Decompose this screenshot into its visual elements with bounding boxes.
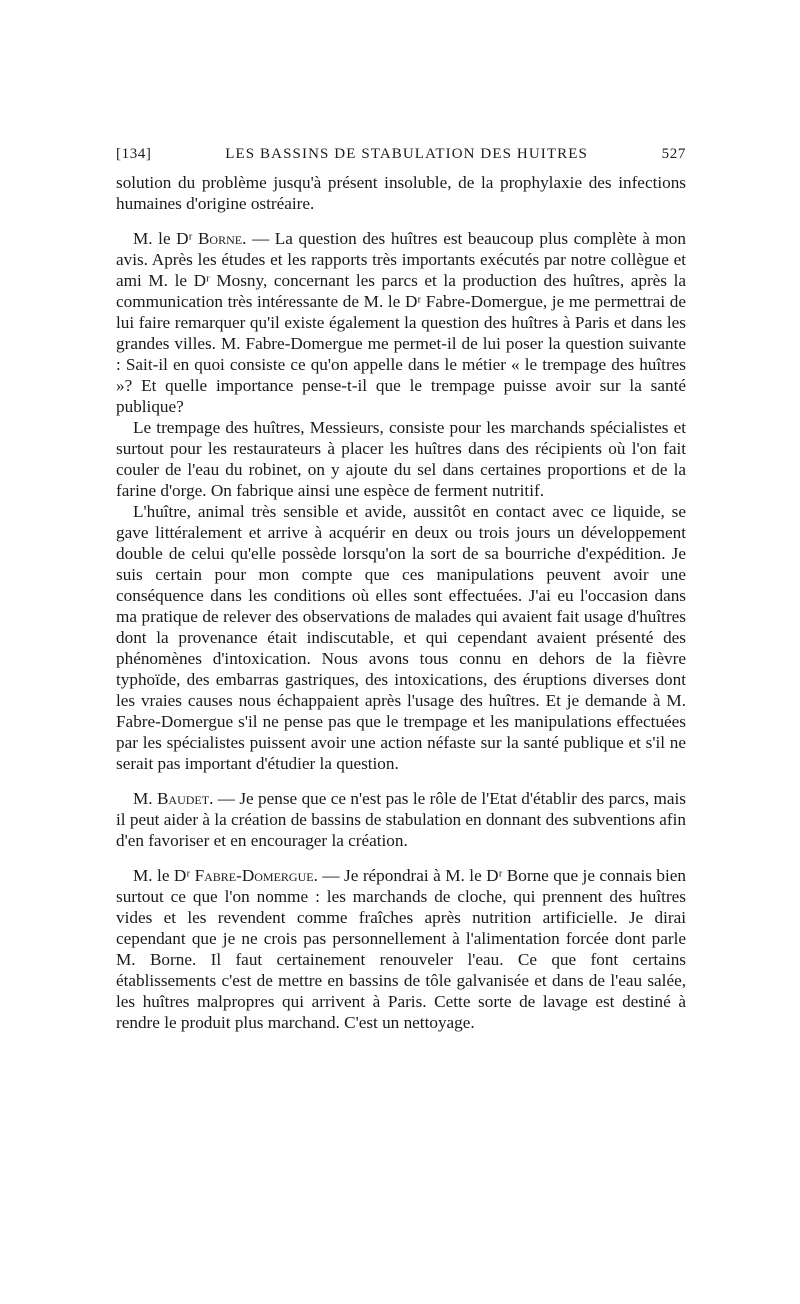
paragraph-text: . — Je répondrai à M. le Dʳ Borne que je connais bien surtout ce que l'on nomme : les marchands de cloche, qui prennent des huîtres vides et les revendent comme fraîches après nutrition artificielle. Je dirai cependant que je ne crois pas personnellement à l'alimentation forcée dont parle M. Borne. Il faut certainement renouveler l'eau. Ce que font certains établissements c'est de mettre en bassins de tôle galvanisée et dans de l'eau salée, les huîtres malpropres qui arrivent à Paris. Cette sorte de lavage est destiné à rendre le produit plus marchand. C'est un nettoyage. xyxy=(116,866,687,1032)
paragraph xyxy=(116,865,686,1033)
running-title: LES BASSINS DE STABULATION DES HUITRES xyxy=(225,146,588,162)
body-text xyxy=(116,172,686,1033)
paragraph xyxy=(116,228,686,417)
paragraph xyxy=(116,501,686,774)
paragraph-text: L'huître, animal très sensible et avide, aussitôt en contact avec ce liquide, se gave littéralement et arrive à acquérir en deux ou trois jours un développement double de celui qu'elle possède lorsqu'on la sort de sa bourriche d'expédition. Je suis certain pour mon compte que ces manipulations peuvent avoir une conséquence dans les conditions où elles sont effectuées. J'ai eu l'occasion dans ma pratique de relever des observations de malades qui avaient fait usage d'huîtres dont la provenance était indiscutable, et qui cependant avaient présenté des phénomènes d'intoxication. Nous avons tous connu en dehors de la fièvre typhoïde, des embarras gastriques, des intoxications, des éruptions diverses dont les vraies causes nous échappaient après l'usage des huîtres. Et je demande à M. Fabre-Domergue s'il ne pense pas que le trempage et les manipulations effectuées par les spécialistes puissent avoir une action néfaste sur la santé publique et s'il ne serait pas important d'étudier la question. xyxy=(116,502,686,773)
running-header xyxy=(116,146,686,170)
paragraph xyxy=(116,417,686,501)
paragraph-text: . — Je pense que ce n'est pas le rôle de l'Etat d'établir des parcs, mais il peut aider à la création de bassins de stabulation en donnant des subventions afin d'en favoriser et en encourager la création. xyxy=(116,789,686,850)
document-page xyxy=(116,146,686,1033)
paragraph-text: solution du problème jusqu'à présent insoluble, de la prophylaxie des infections humaines d'origine ostréaire. xyxy=(116,173,686,213)
paragraph xyxy=(116,172,686,214)
page-number: 527 xyxy=(661,146,686,162)
speaker-name: Baudet xyxy=(156,789,210,808)
paragraph xyxy=(116,788,686,851)
speaker-prefix: M. le Dʳ xyxy=(133,229,198,248)
speaker-name: Fabre-Domergue xyxy=(194,866,314,885)
speaker-name: Borne xyxy=(197,229,243,248)
speaker-prefix: M. xyxy=(133,789,157,808)
paragraph-text: . — La question des huîtres est beaucoup plus complète à mon avis. Après les études et les rapports très importants exécutés par notre collègue et ami M. le Dʳ Mosny, concernant les parcs et la production des huîtres, après la communication très intéressante de M. le Dʳ Fabre-Domergue, je me permettrai de lui faire remarquer qu'il existe également la question des huîtres à Paris et dans les grandes villes. M. Fabre-Domergue me permet-il de lui poser la question suivante : Sait-il en quoi consiste ce qu'on appelle dans le métier « le trempage des huîtres »? Et quelle importance pense-t-il que le trempage puisse avoir sur la santé publique? xyxy=(116,229,686,416)
paragraph-text: Le trempage des huîtres, Messieurs, consiste pour les marchands spécialistes et surtout pour les restaurateurs à placer les huîtres dans des récipients où l'on fait couler de l'eau du robinet, on y ajoute du sel dans certaines proportions et de la farine d'orge. On fabrique ainsi une espèce de ferment nutritif. xyxy=(116,418,686,500)
folio-number: [134] xyxy=(116,146,152,162)
speaker-prefix: M. le Dʳ xyxy=(133,866,195,885)
